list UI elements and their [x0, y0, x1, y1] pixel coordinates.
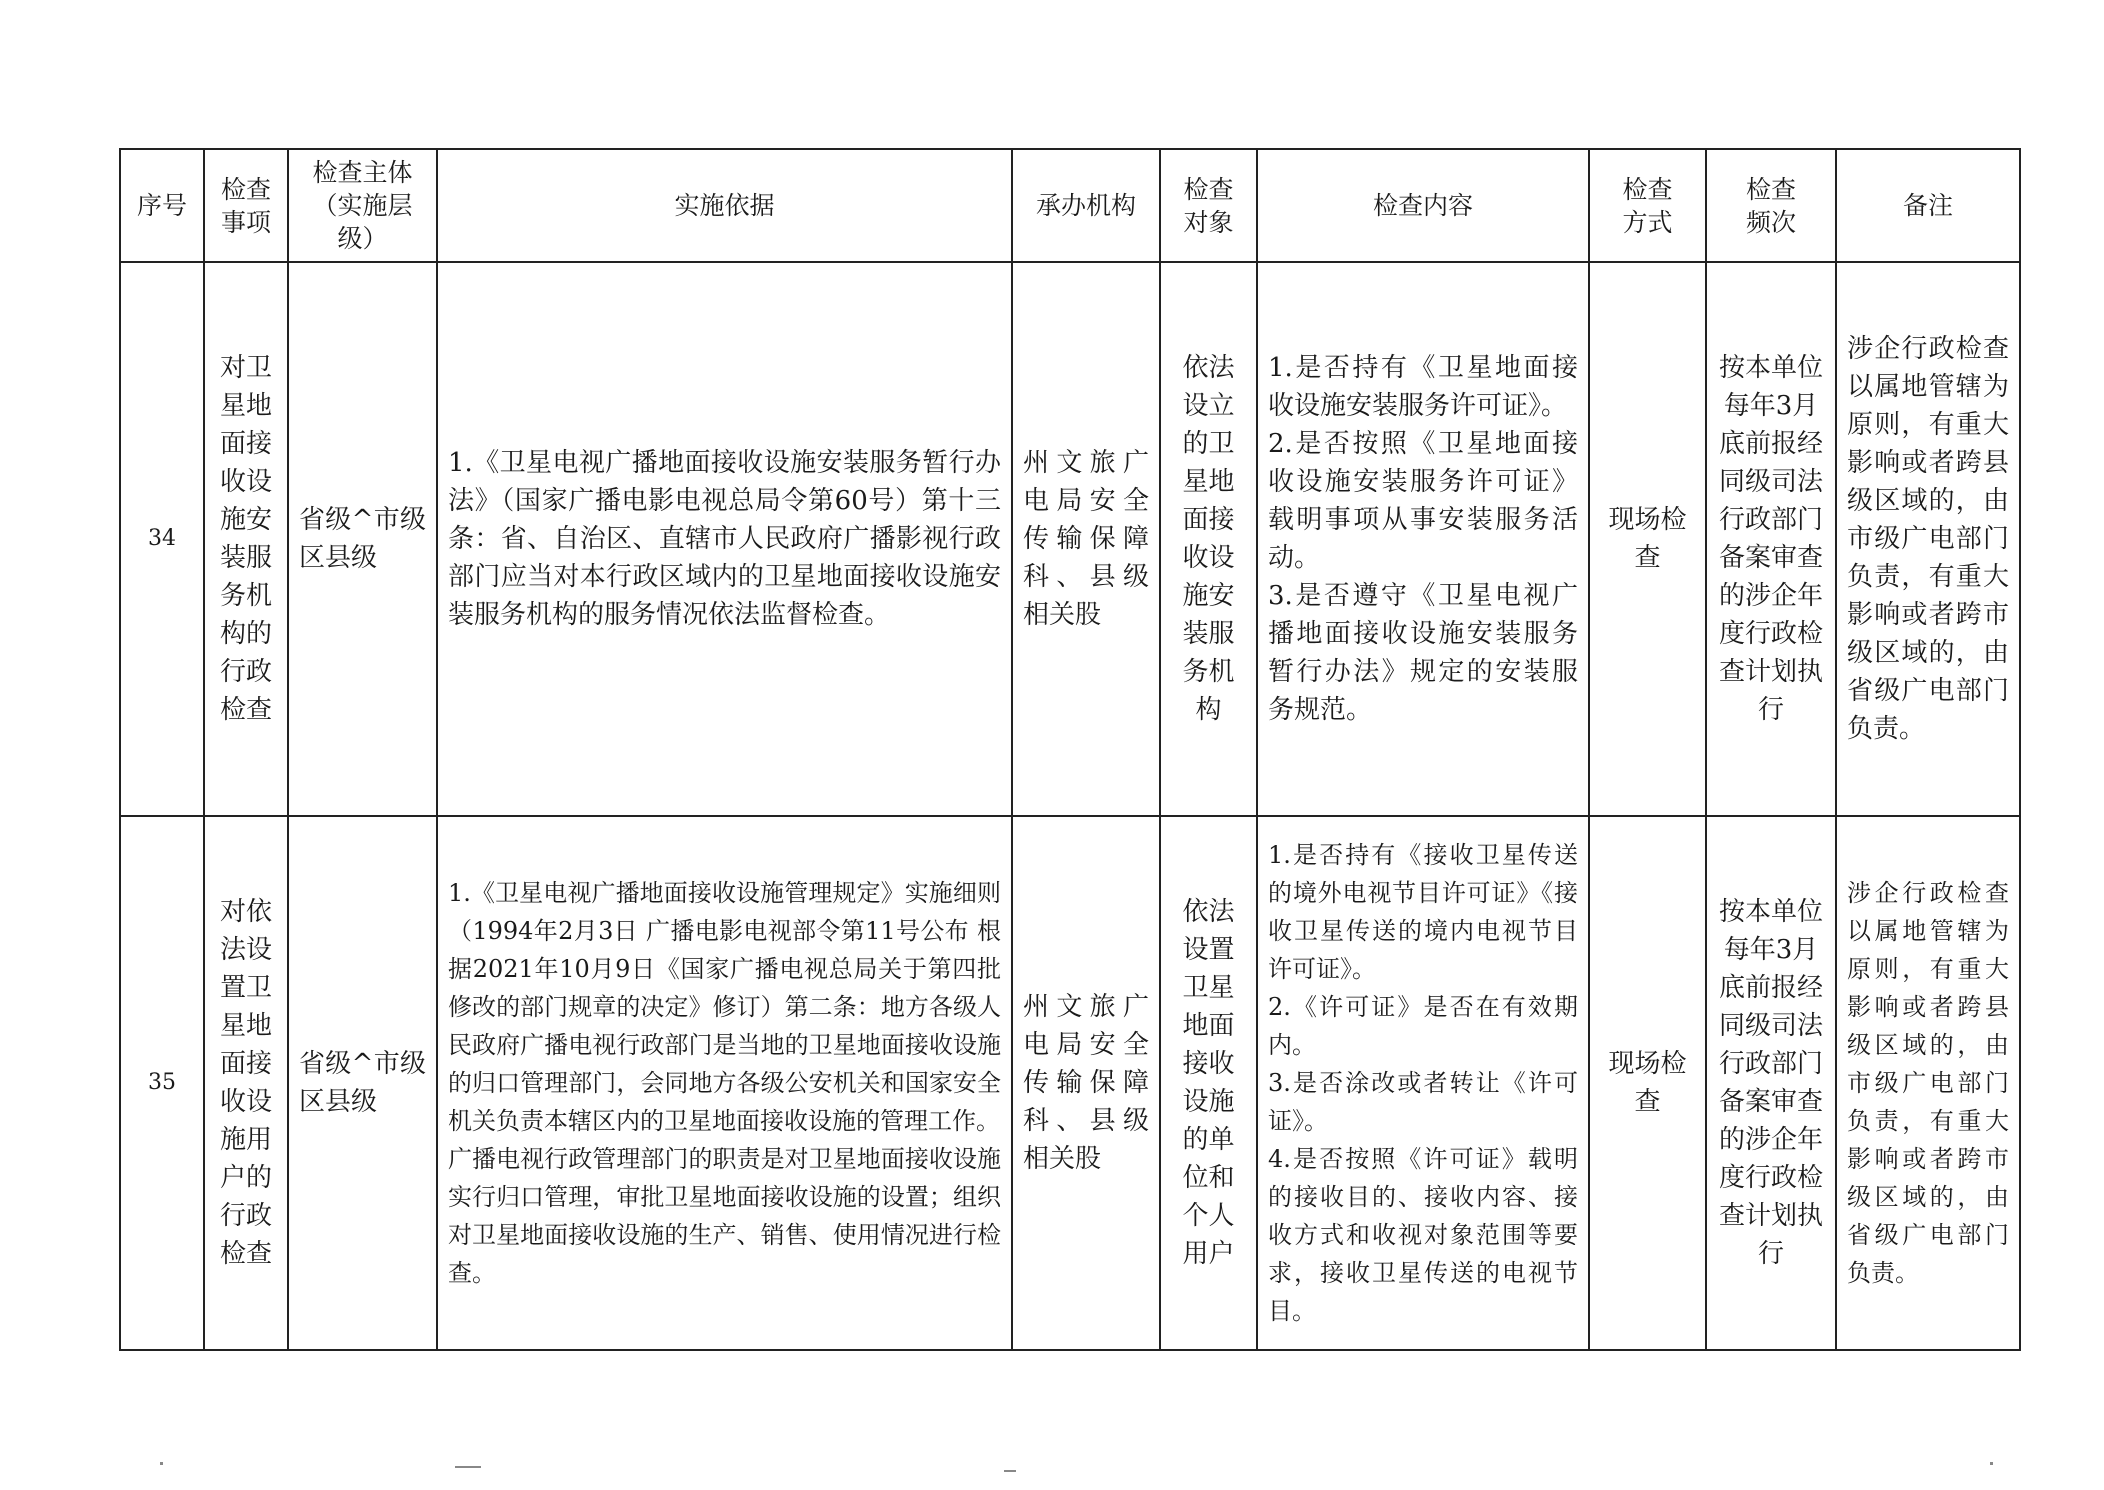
- row-subject: 省级^市级区县级: [288, 262, 437, 816]
- row-freq: 按本单位每年3月底前报经同级司法行政部门备案审查的涉企年度行政检查计划执行: [1706, 816, 1836, 1350]
- header-content: 检查内容: [1257, 149, 1589, 262]
- table-row: [120, 816, 2020, 1350]
- header-freq: 检查 频次: [1706, 149, 1836, 262]
- inspection-table: [119, 148, 2021, 1351]
- row-content: 1.是否持有《接收卫星传送的境外电视节目许可证》《接收卫星传送的境内电视节目许可证》。 2.《许可证》是否在有效期内。 3.是否涂改或者转让《许可证》。 4.是否按照《许可证》载明的接收目的、接收内容、接收方式和收视对象范围等要求，接收卫星传送的电视节目。: [1257, 816, 1589, 1350]
- row-basis: 1.《卫星电视广播地面接收设施安装服务暂行办法》（国家广播电影电视总局令第60号）第十三条：省、自治区、直辖市人民政府广播影视行政部门应当对本行政区域内的卫星地面接收设施安装服务机构的服务情况依法监督检查。: [437, 262, 1012, 816]
- row-content: 1.是否持有《卫星地面接收设施安装服务许可证》。 2.是否按照《卫星地面接收设施安装服务许可证》载明事项从事安装服务活动。 3.是否遵守《卫星电视广播地面接收设施安装服务暂行办法》规定的安装服务规范。: [1257, 262, 1589, 816]
- row-no: 35: [120, 816, 204, 1350]
- row-item: 对卫星地面接收设施安装服务机构的行政检查: [204, 262, 288, 816]
- header-row: [120, 149, 2020, 262]
- row-item: 对依法设置卫星地面接收设施用户的行政检查: [204, 816, 288, 1350]
- header-subject: 检查主体 （实施层 级）: [288, 149, 437, 262]
- header-item: 检查 事项: [204, 149, 288, 262]
- header-target: 检查 对象: [1160, 149, 1257, 262]
- row-freq: 按本单位每年3月底前报经同级司法行政部门备案审查的涉企年度行政检查计划执行: [1706, 262, 1836, 816]
- header-basis: 实施依据: [437, 149, 1012, 262]
- scan-speck: [455, 1466, 481, 1468]
- row-target: 依法设置卫星地面接收设施的单位和个人用户: [1160, 816, 1257, 1350]
- row-basis: 1.《卫星电视广播地面接收设施管理规定》实施细则（1994年2月3日 广播电影电视部令第11号公布 根据2021年10月9日《国家广播电视总局关于第四批修改的部门规章的决定》修订）第二条：地方各级人民政府广播电视行政部门是当地的卫星地面接收设施的归口管理部门，会同地方各级公安机关和国家安全机关负责本辖区内的卫星地面接收设施的管理工作。 广播电视行政管理部门的职责是对卫星地面接收设施实行归口管理，审批卫星地面接收设施的设置；组织对卫星地面接收设施的生产、销售、使用情况进行检查。: [437, 816, 1012, 1350]
- row-note: 涉企行政检查以属地管辖为原则，有重大影响或者跨县级区域的，由市级广电部门负责，有重大影响或者跨市级区域的，由省级广电部门负责。: [1836, 262, 2020, 816]
- row-no: 34: [120, 262, 204, 816]
- scan-speck: [1990, 1462, 1993, 1465]
- header-method: 检查 方式: [1589, 149, 1706, 262]
- row-method: 现场检查: [1589, 262, 1706, 816]
- row-method: 现场检查: [1589, 816, 1706, 1350]
- scan-speck: [1004, 1470, 1016, 1472]
- header-no: 序号: [120, 149, 204, 262]
- row-target: 依法设立的卫星地面接收设施安装服务机构: [1160, 262, 1257, 816]
- header-org: 承办机构: [1012, 149, 1160, 262]
- row-subject: 省级^市级区县级: [288, 816, 437, 1350]
- row-org: 州文旅广电局安全传输保障科、县级相关股: [1012, 816, 1160, 1350]
- row-org: 州文旅广电局安全传输保障科、县级相关股: [1012, 262, 1160, 816]
- row-note: 涉企行政检查以属地管辖为原则，有重大影响或者跨县级区域的，由市级广电部门负责，有重大影响或者跨市级区域的，由省级广电部门负责。: [1836, 816, 2020, 1350]
- header-note: 备注: [1836, 149, 2020, 262]
- scan-speck: [160, 1462, 163, 1465]
- table-row: [120, 262, 2020, 816]
